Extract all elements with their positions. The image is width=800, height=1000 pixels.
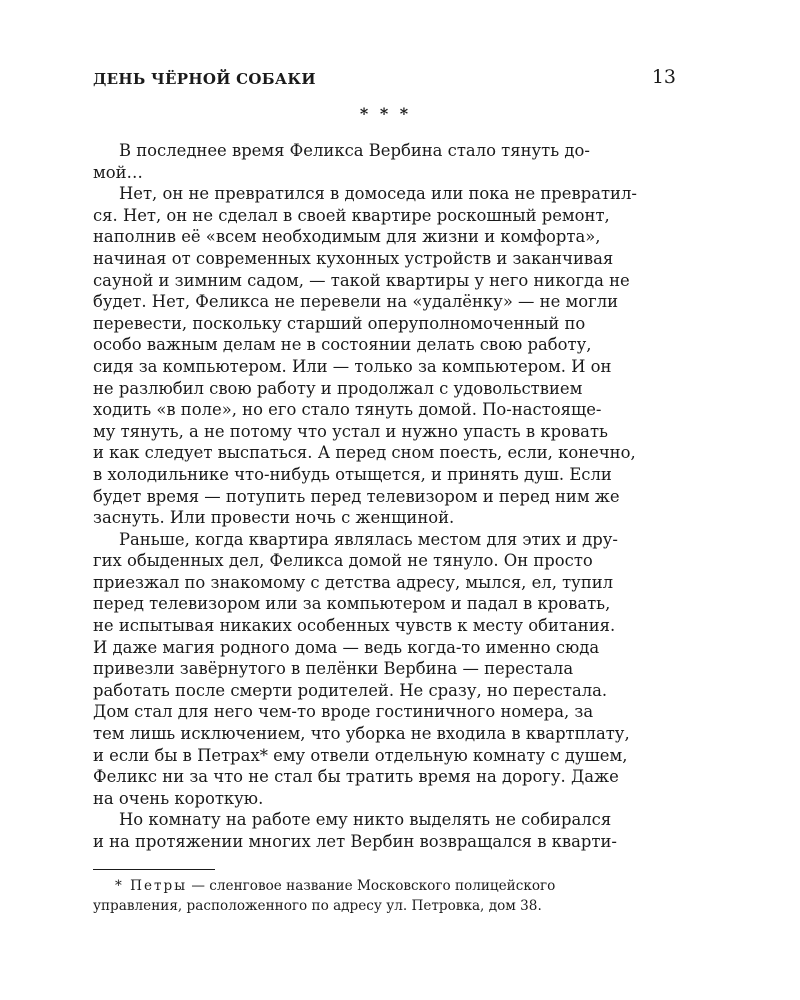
page-number: 13 — [651, 66, 676, 88]
paragraph: В последнее время Феликса Вербина стало тянуть до- мой… — [93, 141, 590, 182]
footnote-divider — [93, 869, 215, 870]
page-header — [93, 60, 678, 96]
paragraph: Раньше, когда квартира являлась местом для этих и дру- гих обыденных дел, Феликса домой не тянуло. Он просто приезжал по знакомому с детства адресу, мылся, ел, тупил перед телевизором или за компьютером и падал в кровать, не испытывая никаких особенных чувств к месту обитания. И даже магия родного дома — ведь когда-то именно сюда привезли завёрнутого в пелёнки Вербина — перестала работать после смерти родителей. Не сразу, но перестала. Дом стал для него чем-то вроде гостиничного номера, за тем лишь исключением, что уборка не входила в квартплату, и если бы в Петрах* ему отвели отдельную комнату с душем, Феликс ни за что не стал бы тратить время на дорогу. Даже на очень короткую. — [93, 529, 630, 808]
paragraph: Нет, он не превратился в домоседа или пока не превратил- ся. Нет, он не сделал в своей квартире роскошный ремонт, наполнив её «всем необходимым для жизни и комфорта», начиная от современных кухонных устройств и заканчивая сауной и зимним садом, — такой квартиры у него никогда не будет. Нет, Феликса не перевели на «удалёнку» — не могли перевести, поскольку старший оперуполномоченный по особо важным делам не в состоянии делать свою работу, сидя за компьютером. Или — только за компьютером. И он не разлюбил свою работу и продолжал с удовольствием ходить «в поле», но его стало тянуть домой. По-настояще- му тянуть, а не потому что устал и нужно упасть в кровать и как следует выспаться. А перед сном поесть, если, конечно, в холодильнике что-нибудь отыщется, и принять душ. Если будет время — потупить перед телевизором и перед ним же заснуть. Или провести ночь с женщиной. — [93, 184, 637, 528]
section-separator: * * * — [359, 104, 412, 123]
book-page — [93, 60, 678, 916]
paragraph: Но комнату на работе ему никто выделять не собирался и на протяжении многих лет Вербин возвращался в кварти- — [93, 810, 617, 851]
running-title: ДЕНЬ ЧЁРНОЙ СОБАКИ — [93, 70, 316, 88]
footnote — [93, 876, 678, 916]
footnote-term: * Петры — [115, 877, 188, 894]
footnote-text: — сленговое название Московского полицейского управления, расположенного по адресу ул. Петровка, дом 38. — [93, 877, 556, 914]
body-text — [93, 140, 678, 853]
